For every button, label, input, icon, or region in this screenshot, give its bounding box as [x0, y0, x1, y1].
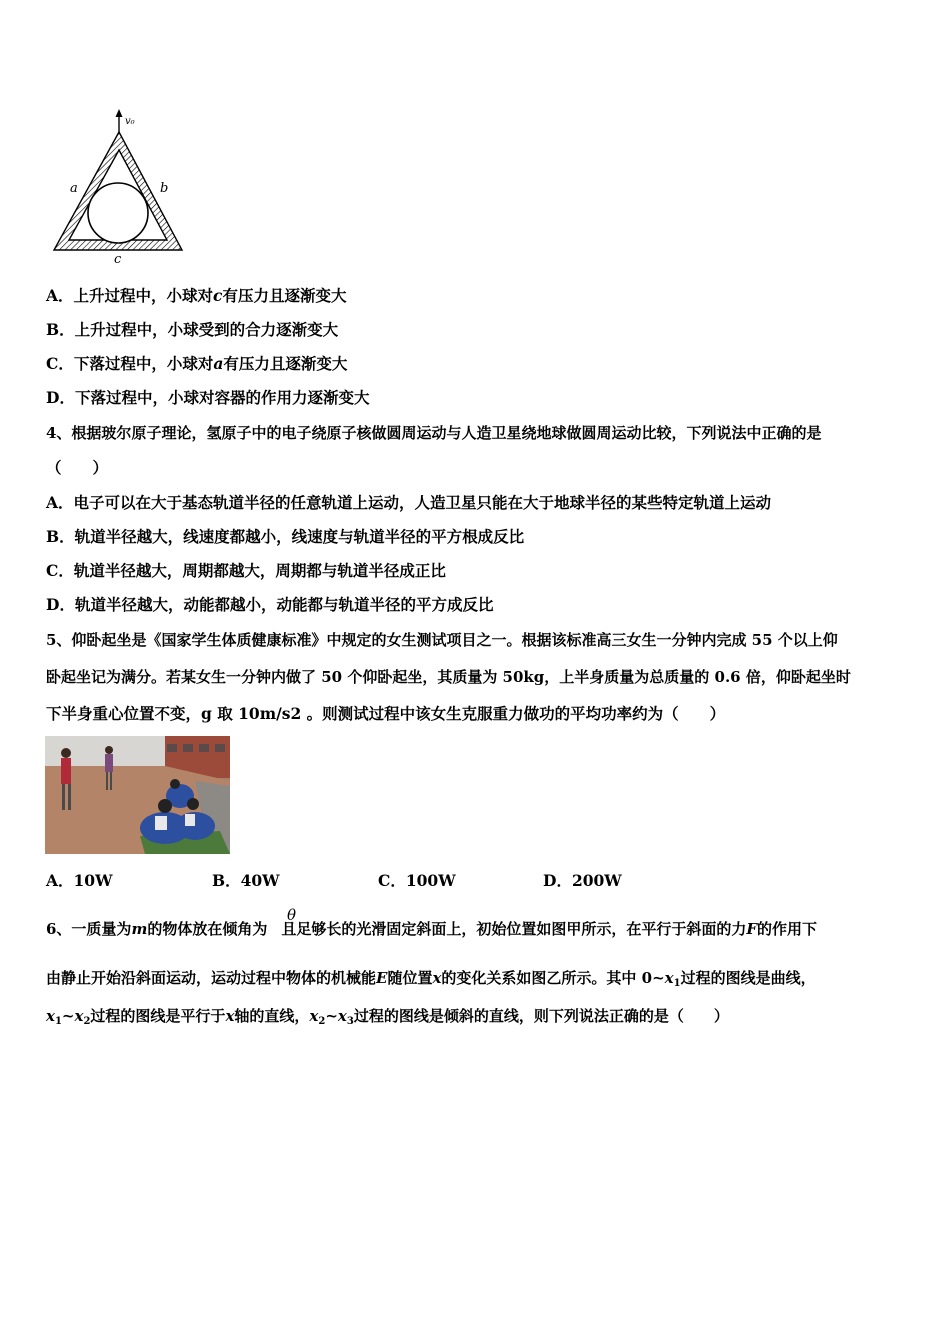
q6-stem-line1: 6、一质量为m的物体放在倾角为 且足够长的光滑固定斜面上，初始位置如图甲所示，在平行于斜面的力F的作用下 — [46, 920, 818, 938]
q5-option-d: D．200W — [543, 871, 622, 890]
q3-option-b: B．上升过程中，小球受到的合力逐渐变大 — [46, 320, 339, 339]
q4-option-d: D．轨道半径越大，动能都越小，动能都与轨道半径的平方成反比 — [46, 595, 494, 614]
q5-stem-line2: 卧起坐记为满分。若某女生一分钟内做了 50 个仰卧起坐，其质量为 50kg，上半身质量为总质量的 0.6 倍，仰卧起坐时 — [46, 668, 851, 686]
q5-stem-line1: 5、仰卧起坐是《国家学生体质健康标准》中规定的女生测试项目之一。根据该标准高三女生一分钟内完成 55 个以上仰 — [46, 631, 838, 649]
q4-stem-line2: （ ） — [46, 458, 109, 477]
q4-option-c: C．轨道半径越大，周期都越大，周期都与轨道半径成正比 — [46, 561, 446, 580]
q4-option-b: B．轨道半径越大，线速度都越小，线速度与轨道半径的平方根成反比 — [46, 527, 525, 546]
side-b-label: b — [160, 181, 169, 196]
side-a-label: a — [70, 181, 78, 196]
situp-test-photo — [45, 736, 230, 854]
velocity-label: v₀ — [125, 116, 135, 127]
q6-stem-line3: $x_1\sim x_2$过程的图线是平行于x轴的直线，$x_2\sim x_3$过程的图线是倾斜的直线，则下列说法正确的是（ ） — [46, 1007, 729, 1027]
q5-option-a: A．10W — [46, 871, 113, 890]
q3-option-c: C．下落过程中，小球对a有压力且逐渐变大 — [46, 354, 348, 373]
q3-option-a: A．上升过程中，小球对c有压力且逐渐变大 — [46, 286, 347, 305]
ball — [88, 183, 148, 243]
q5-option-b: B．40W — [212, 871, 280, 890]
theta-symbol: θ — [287, 906, 297, 924]
q5-stem-line3: 下半身重心位置不变，g 取 10m/s2 。则测试过程中该女生克服重力做功的平均功率约为（ ） — [46, 704, 726, 723]
side-c-label: c — [114, 252, 122, 267]
q5-option-c: C．100W — [378, 871, 456, 890]
q6-stem-line2: 由静止开始沿斜面运动，运动过程中物体的机械能E随位置x的变化关系如图乙所示。其中 $0\sim x_1$过程的图线是曲线， — [46, 969, 816, 989]
q4-stem-line1: 4、根据玻尔原子理论，氢原子中的电子绕原子核做圆周运动与人造卫星绕地球做圆周运动比较，下列说法中正确的是 — [46, 424, 822, 442]
q4-option-a: A．电子可以在大于基态轨道半径的任意轨道上运动，人造卫星只能在大于地球半径的某些特定轨道上运动 — [46, 493, 772, 512]
q3-option-d: D．下落过程中，小球对容器的作用力逐渐变大 — [46, 388, 370, 407]
